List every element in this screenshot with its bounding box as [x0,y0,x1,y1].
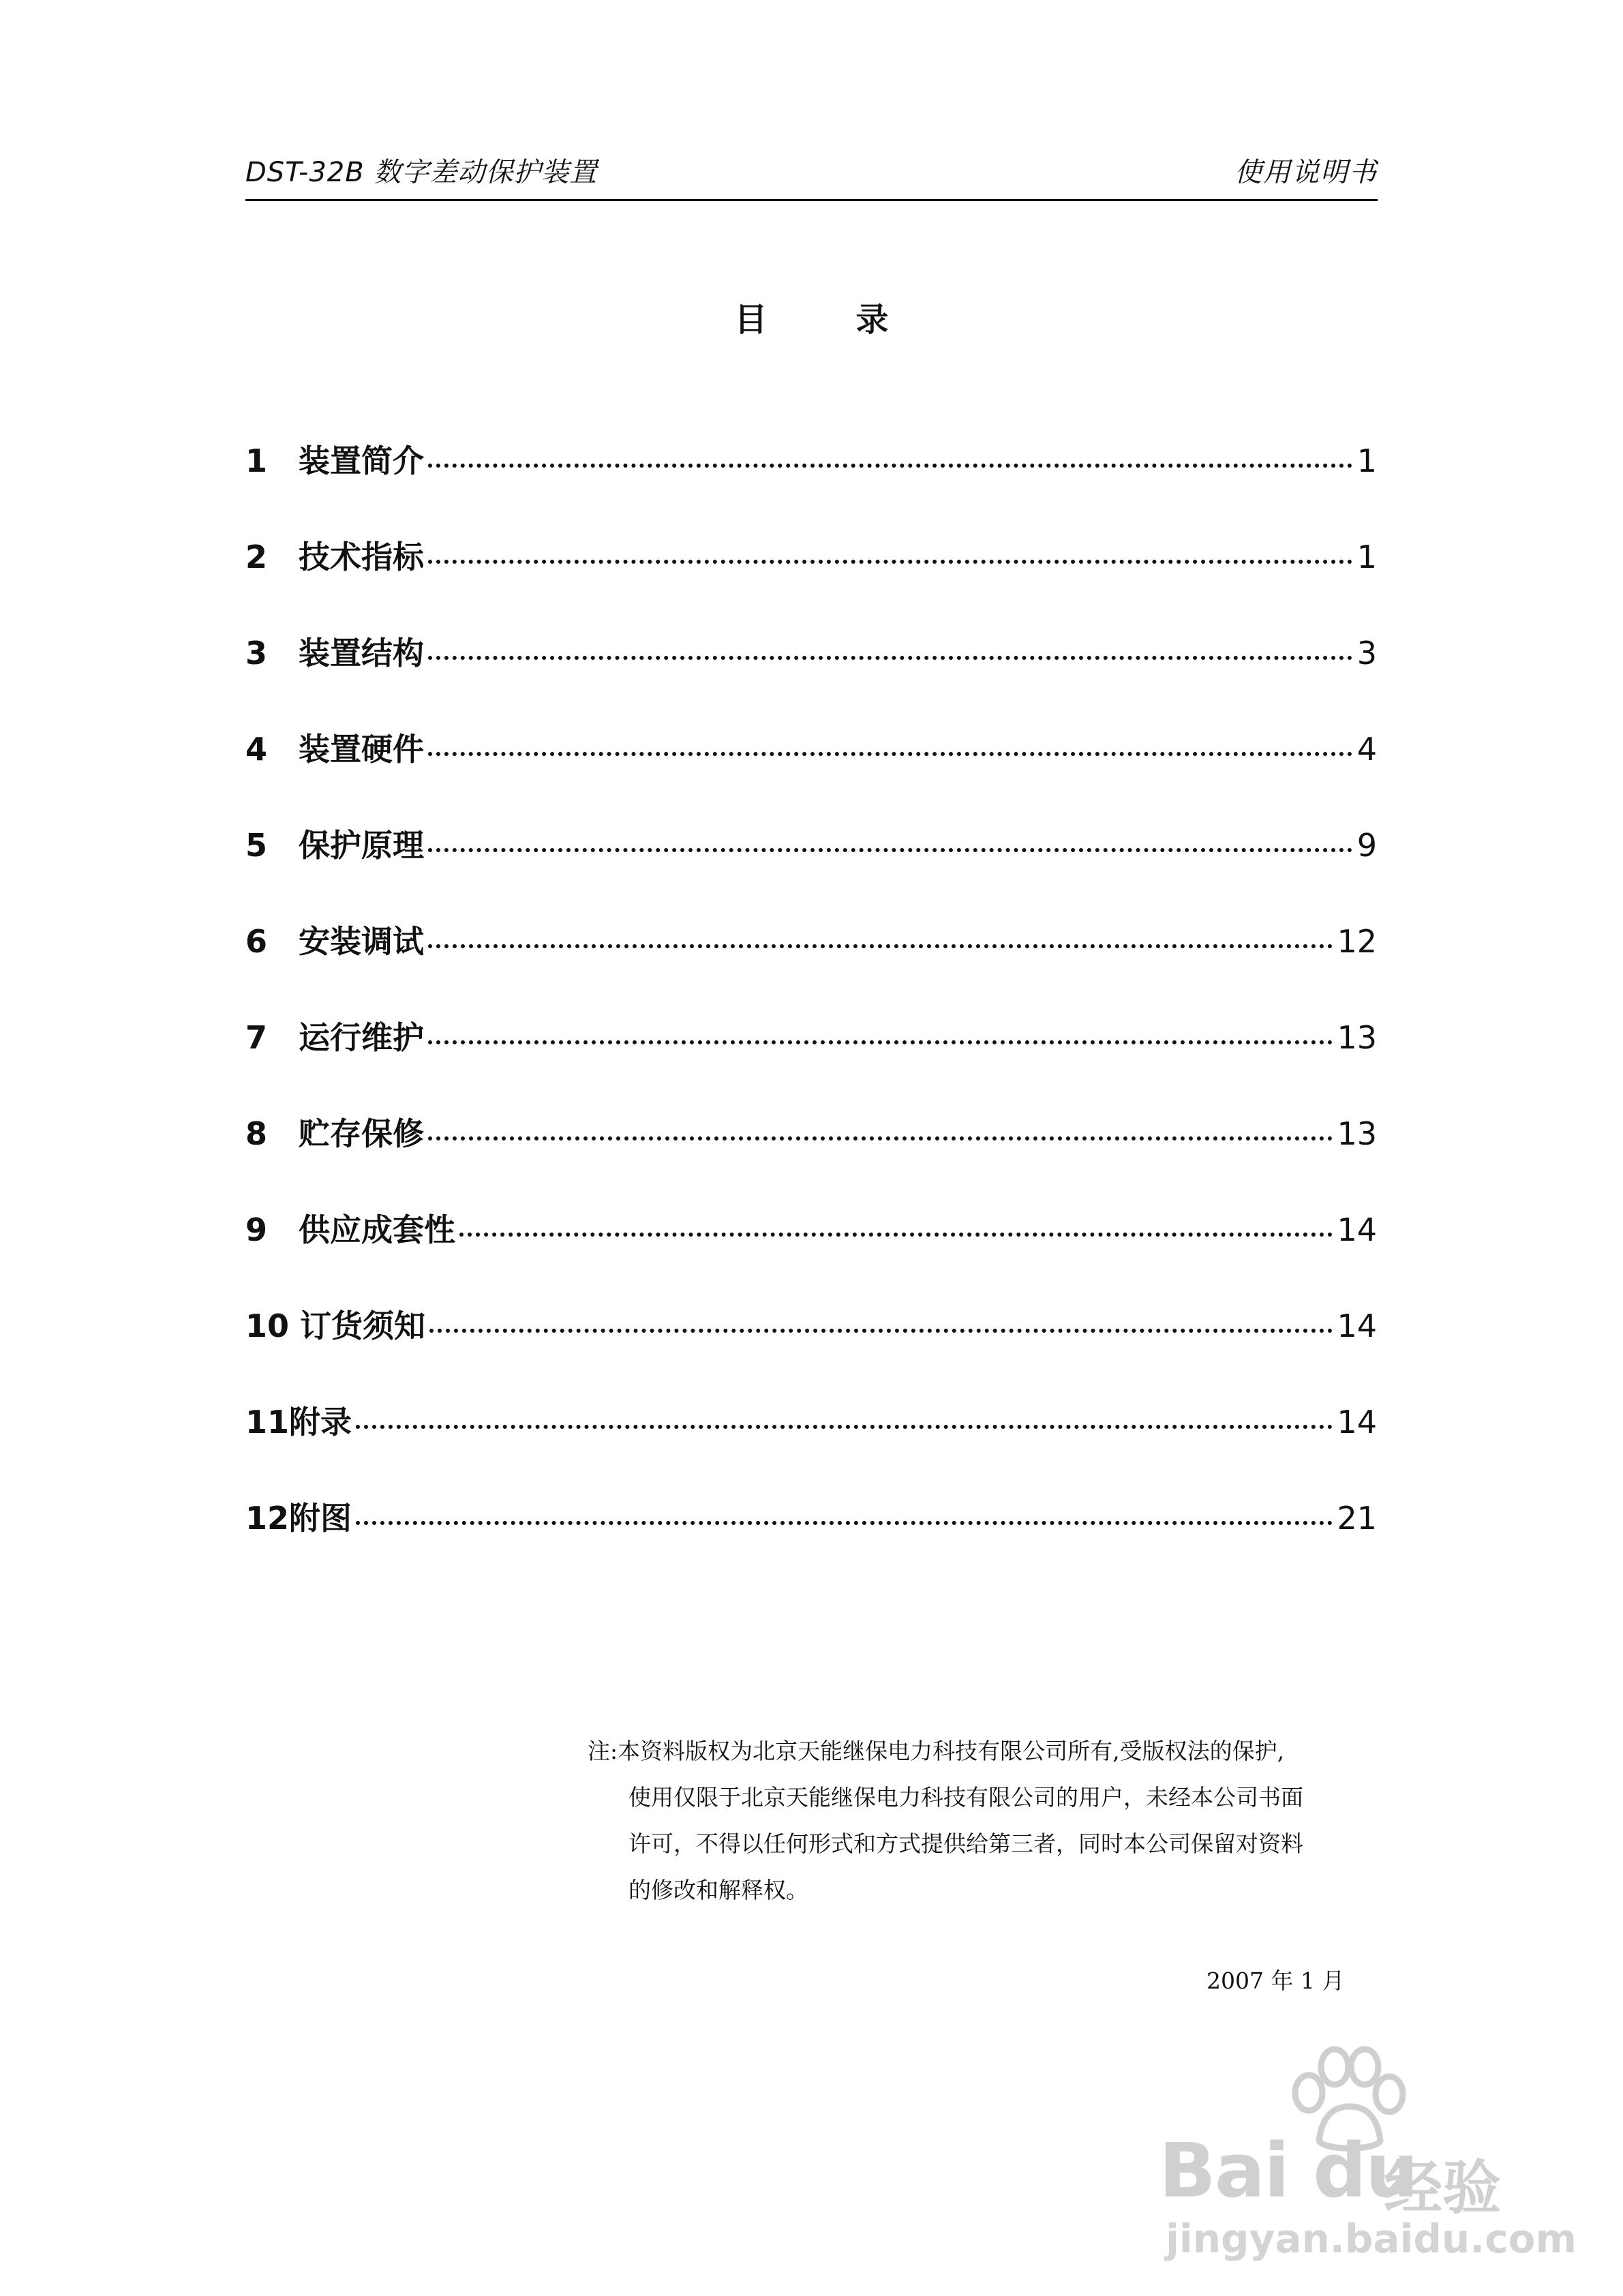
toc-leader-dots [428,560,1352,564]
toc-entry-number: 12 [245,1500,290,1537]
header-doc-type: 使用说明书 [1234,157,1378,188]
toc-entry-page: 4 [1356,731,1377,768]
note-line: 的修改和解释权。 [628,1877,808,1903]
table-of-contents [245,436,1377,1590]
toc-leader-dots [428,752,1352,756]
toc-leader-dots [356,1521,1333,1525]
toc-entry-number: 11 [245,1404,290,1440]
toc-entry-page: 14 [1337,1308,1377,1344]
note-line: 使用仅限于北京天能继保电力科技有限公司的用户，未经本公司书面 [628,1784,1303,1811]
toc-entry-number: 8 [245,1115,268,1152]
toc-entry-page: 3 [1356,635,1377,671]
toc-entry[interactable] [245,1301,1377,1398]
toc-entry[interactable] [245,1205,1377,1301]
page-header [245,151,1378,201]
toc-entry-label: 运行维护 [299,1019,424,1056]
toc-entry-page: 14 [1337,1404,1377,1440]
watermark-url: jingyan.baidu.com [1166,2216,1577,2262]
toc-entry-label: 供应成套性 [299,1211,455,1248]
toc-entry-label: 装置简介 [299,442,424,479]
toc-entry-page: 1 [1356,539,1377,575]
toc-entry[interactable] [245,436,1377,532]
toc-entry-page: 13 [1337,1115,1377,1152]
toc-entry-number: 7 [245,1019,268,1056]
toc-leader-dots [428,944,1333,948]
toc-leader-dots [428,1136,1333,1141]
toc-entry[interactable] [245,821,1377,917]
toc-entry-number: 6 [245,923,268,960]
toc-entry[interactable] [245,1398,1377,1494]
toc-entry-label: 贮存保修 [299,1115,424,1152]
toc-entry[interactable] [245,1013,1377,1109]
toc-entry-label: 附录 [289,1404,352,1440]
header-product-title: DST-32B 数字差动保护装置 [245,157,598,188]
toc-leader-dots [428,656,1352,660]
toc-entry-label: 订货须知 [300,1308,425,1344]
copyright-note [588,1728,1378,1914]
toc-leader-dots [429,1329,1333,1333]
watermark-logo-text: Bai du [1159,2127,1418,2214]
toc-entry-page: 9 [1356,827,1377,864]
toc-entry-number: 10 [245,1308,290,1344]
toc-entry-label: 安装调试 [299,923,424,960]
toc-entry[interactable] [245,1494,1377,1590]
note-line: 注:本资料版权为北京天能继保电力科技有限公司所有,受版权法的保护, [588,1738,1285,1764]
toc-entry-number: 1 [245,442,268,479]
publication-date: 2007 年 1 月 [1207,1967,1345,1994]
toc-entry-page: 12 [1337,923,1377,960]
toc-entry-label: 保护原理 [299,827,424,864]
toc-entry-page: 13 [1337,1019,1377,1056]
watermark-cn-text: 经验 [1384,2154,1501,2222]
toc-entry-number: 3 [245,635,268,671]
toc-entry-label: 附图 [289,1500,352,1537]
note-line: 许可，不得以任何形式和方式提供给第三者，同时本公司保留对资料 [628,1830,1303,1857]
toc-leader-dots [428,1040,1333,1044]
toc-leader-dots [428,464,1352,468]
toc-entry-number: 4 [245,731,268,768]
toc-entry-number: 5 [245,827,268,864]
toc-heading [0,293,1623,340]
toc-entry-label: 装置硬件 [299,731,424,768]
toc-entry-page: 1 [1356,442,1377,479]
toc-entry[interactable] [245,532,1377,629]
toc-entry-number: 2 [245,539,268,575]
toc-entry[interactable] [245,1109,1377,1205]
toc-entry[interactable] [245,629,1377,725]
toc-heading-char-1: 目 [734,301,768,339]
toc-entry-page: 14 [1337,1211,1377,1248]
toc-entry-label: 技术指标 [299,539,424,575]
toc-leader-dots [459,1233,1333,1237]
toc-entry[interactable] [245,725,1377,821]
toc-heading-char-2: 录 [855,301,889,339]
toc-entry[interactable] [245,917,1377,1013]
toc-entry-label: 装置结构 [299,635,424,671]
toc-leader-dots [428,848,1352,852]
baidu-jingyan-watermark [1159,2038,1581,2263]
toc-entry-number: 9 [245,1211,268,1248]
toc-entry-page: 21 [1337,1500,1377,1537]
toc-leader-dots [356,1425,1333,1429]
